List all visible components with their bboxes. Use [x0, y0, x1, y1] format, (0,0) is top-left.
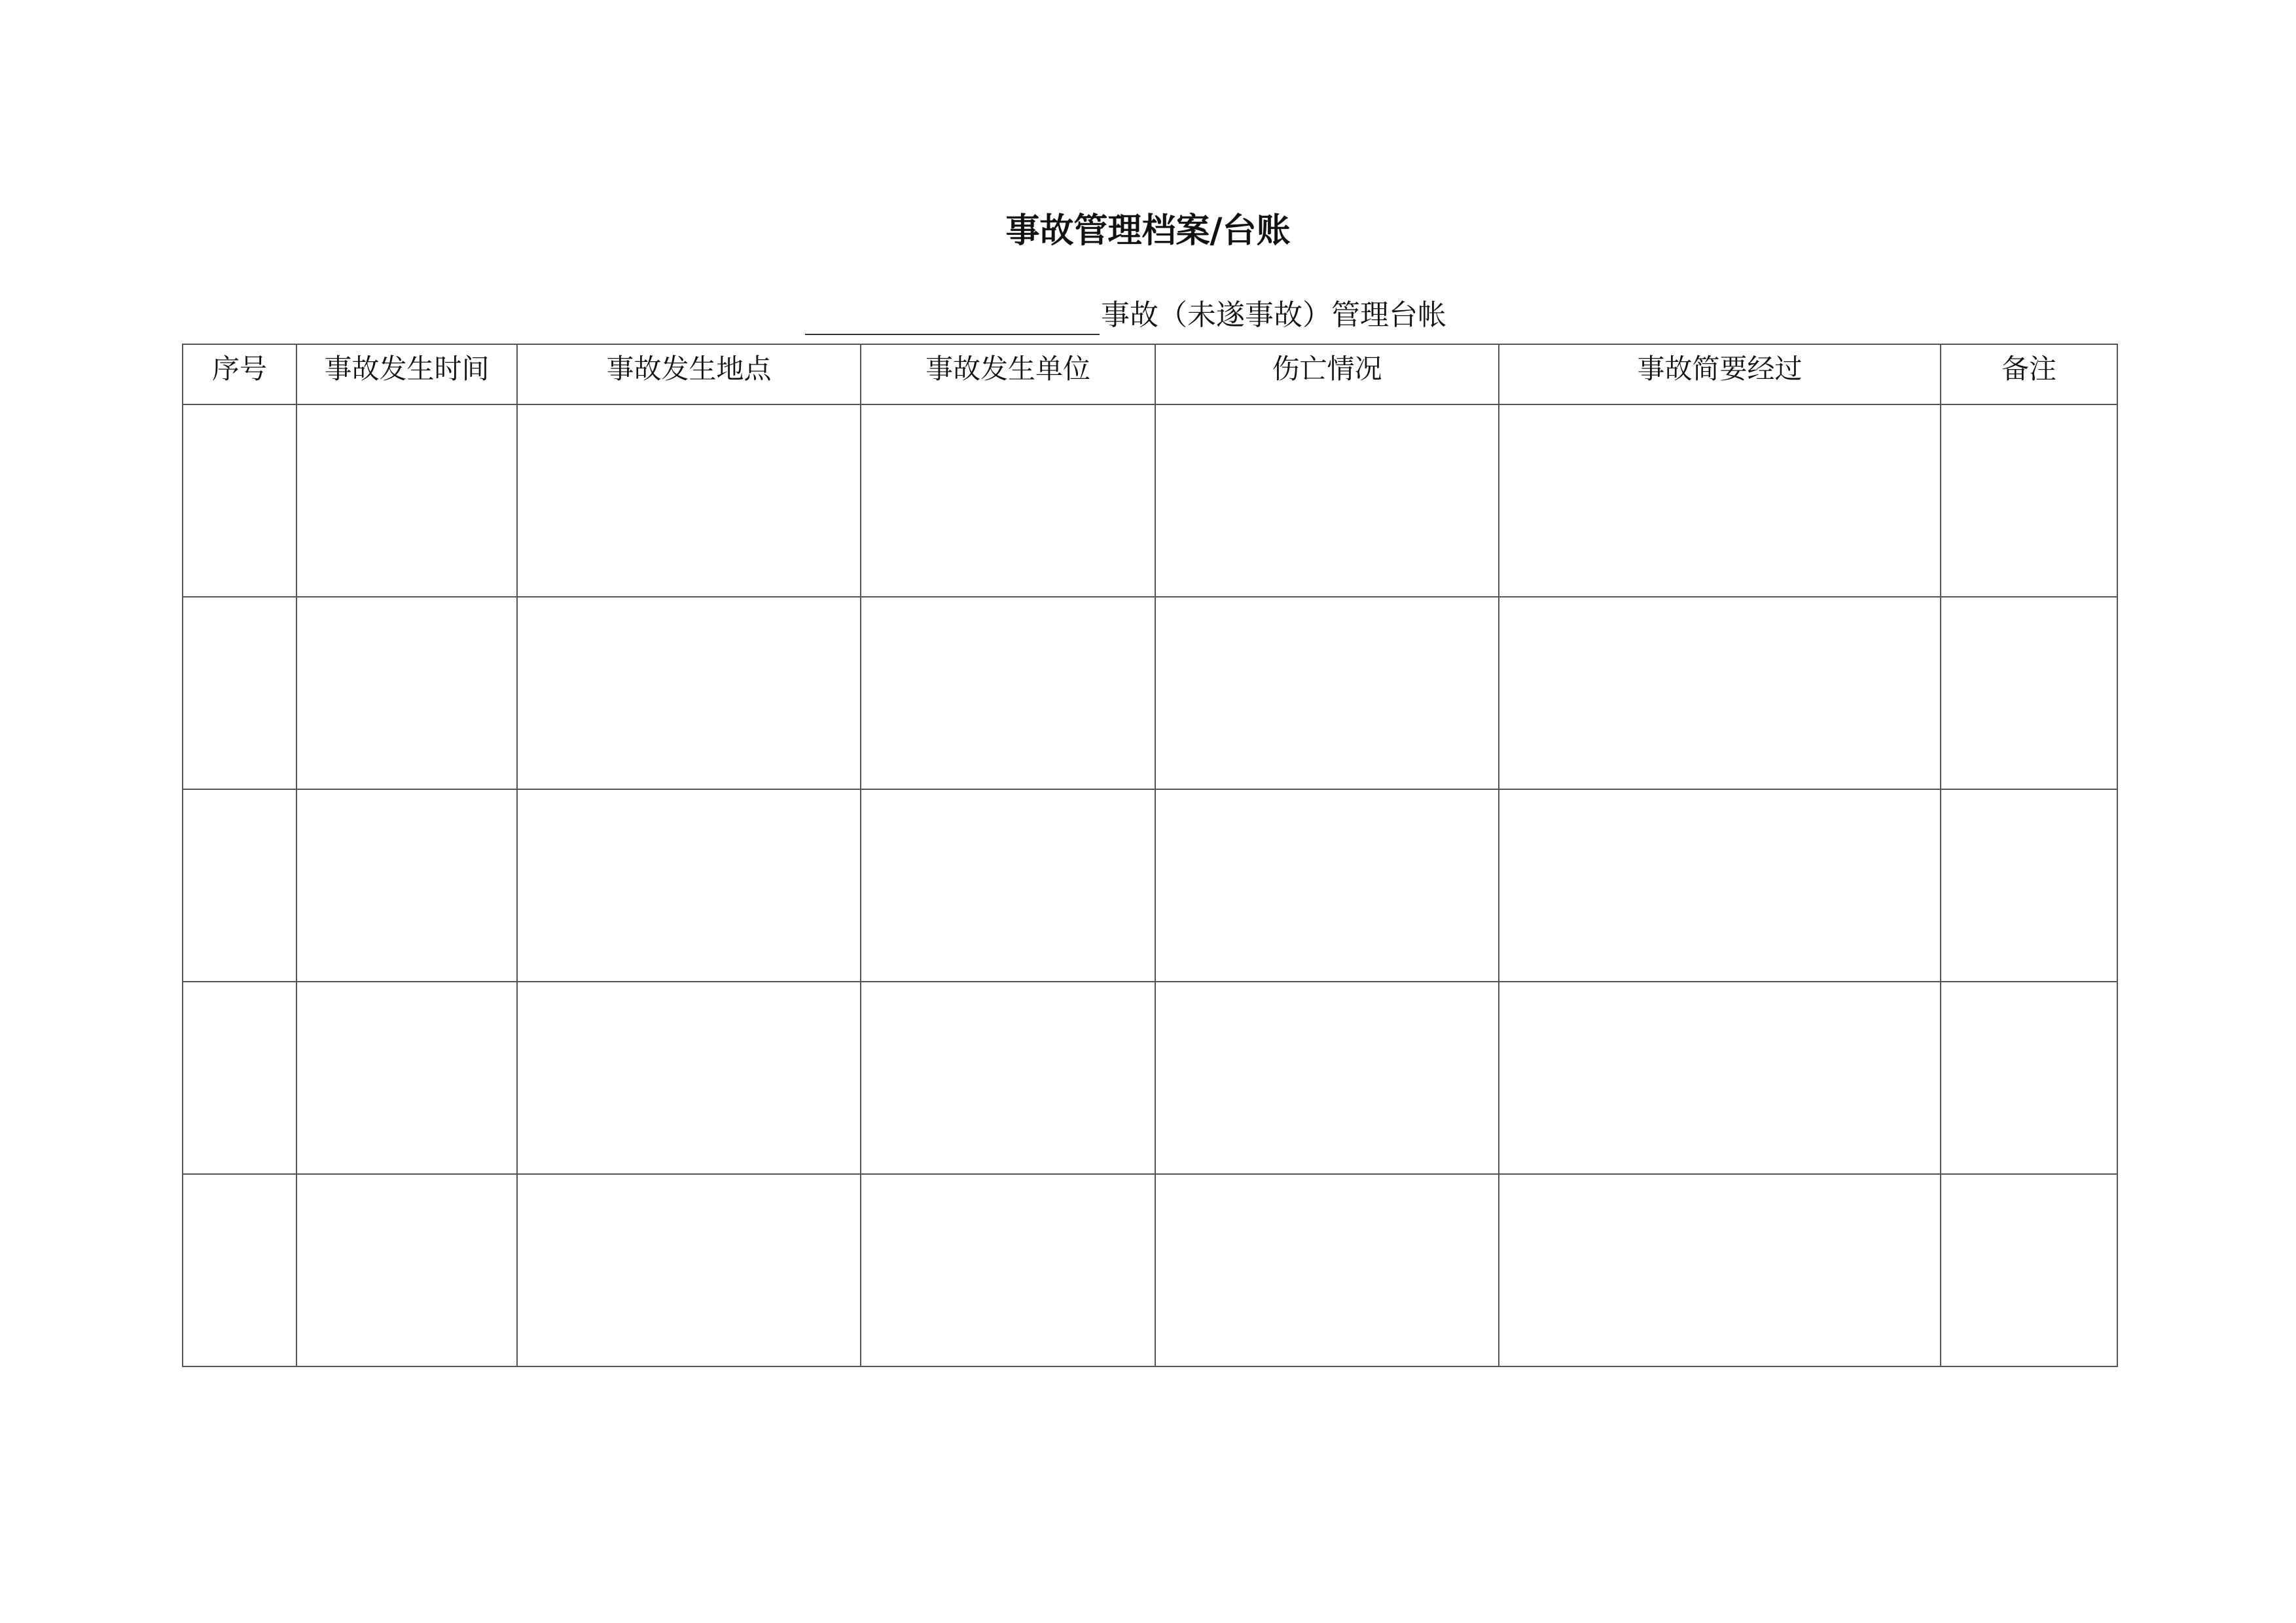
table-cell-casualties[interactable] — [1155, 982, 1499, 1174]
table-cell-remarks[interactable] — [1941, 982, 2117, 1174]
table-row — [183, 1174, 2117, 1366]
table-cell-casualties[interactable] — [1155, 597, 1499, 789]
table-cell-accident-location[interactable] — [517, 404, 861, 597]
table-cell-serial-number[interactable] — [183, 982, 296, 1174]
column-header-casualties: 伤亡情况 — [1155, 344, 1499, 404]
table-cell-remarks[interactable] — [1941, 789, 2117, 982]
column-header-accident-summary: 事故简要经过 — [1499, 344, 1941, 404]
table-cell-accident-unit[interactable] — [861, 789, 1155, 982]
table-cell-accident-summary[interactable] — [1499, 982, 1941, 1174]
table-cell-remarks[interactable] — [1941, 404, 2117, 597]
table-cell-accident-time[interactable] — [296, 597, 517, 789]
table-cell-accident-unit[interactable] — [861, 1174, 1155, 1366]
column-header-accident-unit: 事故发生单位 — [861, 344, 1155, 404]
table-cell-serial-number[interactable] — [183, 404, 296, 597]
table-row — [183, 597, 2117, 789]
table-cell-accident-summary[interactable] — [1499, 789, 1941, 982]
table-row — [183, 404, 2117, 597]
table-cell-accident-time[interactable] — [296, 404, 517, 597]
table-cell-accident-unit[interactable] — [861, 404, 1155, 597]
table-cell-accident-time[interactable] — [296, 982, 517, 1174]
table-cell-accident-location[interactable] — [517, 597, 861, 789]
column-header-accident-time: 事故发生时间 — [296, 344, 517, 404]
unit-name-blank-line[interactable] — [805, 296, 1100, 335]
table-cell-accident-unit[interactable] — [861, 597, 1155, 789]
column-header-serial-number: 序号 — [183, 344, 296, 404]
accident-ledger-table — [182, 344, 2118, 1367]
table-cell-serial-number[interactable] — [183, 789, 296, 982]
table-cell-accident-time[interactable] — [296, 1174, 517, 1366]
table-cell-serial-number[interactable] — [183, 1174, 296, 1366]
table-header-row — [183, 344, 2117, 404]
table-cell-accident-time[interactable] — [296, 789, 517, 982]
table-cell-remarks[interactable] — [1941, 1174, 2117, 1366]
column-header-remarks: 备注 — [1941, 344, 2117, 404]
table-cell-accident-unit[interactable] — [861, 982, 1155, 1174]
table-cell-casualties[interactable] — [1155, 404, 1499, 597]
table-cell-remarks[interactable] — [1941, 597, 2117, 789]
column-header-accident-location: 事故发生地点 — [517, 344, 861, 404]
table-cell-casualties[interactable] — [1155, 1174, 1499, 1366]
table-cell-accident-location[interactable] — [517, 982, 861, 1174]
page-title: 事故管理档案/台账 — [1005, 211, 1291, 251]
ledger-subtitle — [805, 289, 1446, 335]
table-cell-accident-summary[interactable] — [1499, 1174, 1941, 1366]
table-cell-accident-location[interactable] — [517, 1174, 861, 1366]
table-cell-accident-location[interactable] — [517, 789, 861, 982]
ledger-subtitle-text: 事故（未遂事故）管理台帐 — [1101, 298, 1446, 332]
table-cell-casualties[interactable] — [1155, 789, 1499, 982]
table-cell-accident-summary[interactable] — [1499, 404, 1941, 597]
table-row — [183, 982, 2117, 1174]
table-cell-accident-summary[interactable] — [1499, 597, 1941, 789]
table-row — [183, 789, 2117, 982]
table-cell-serial-number[interactable] — [183, 597, 296, 789]
